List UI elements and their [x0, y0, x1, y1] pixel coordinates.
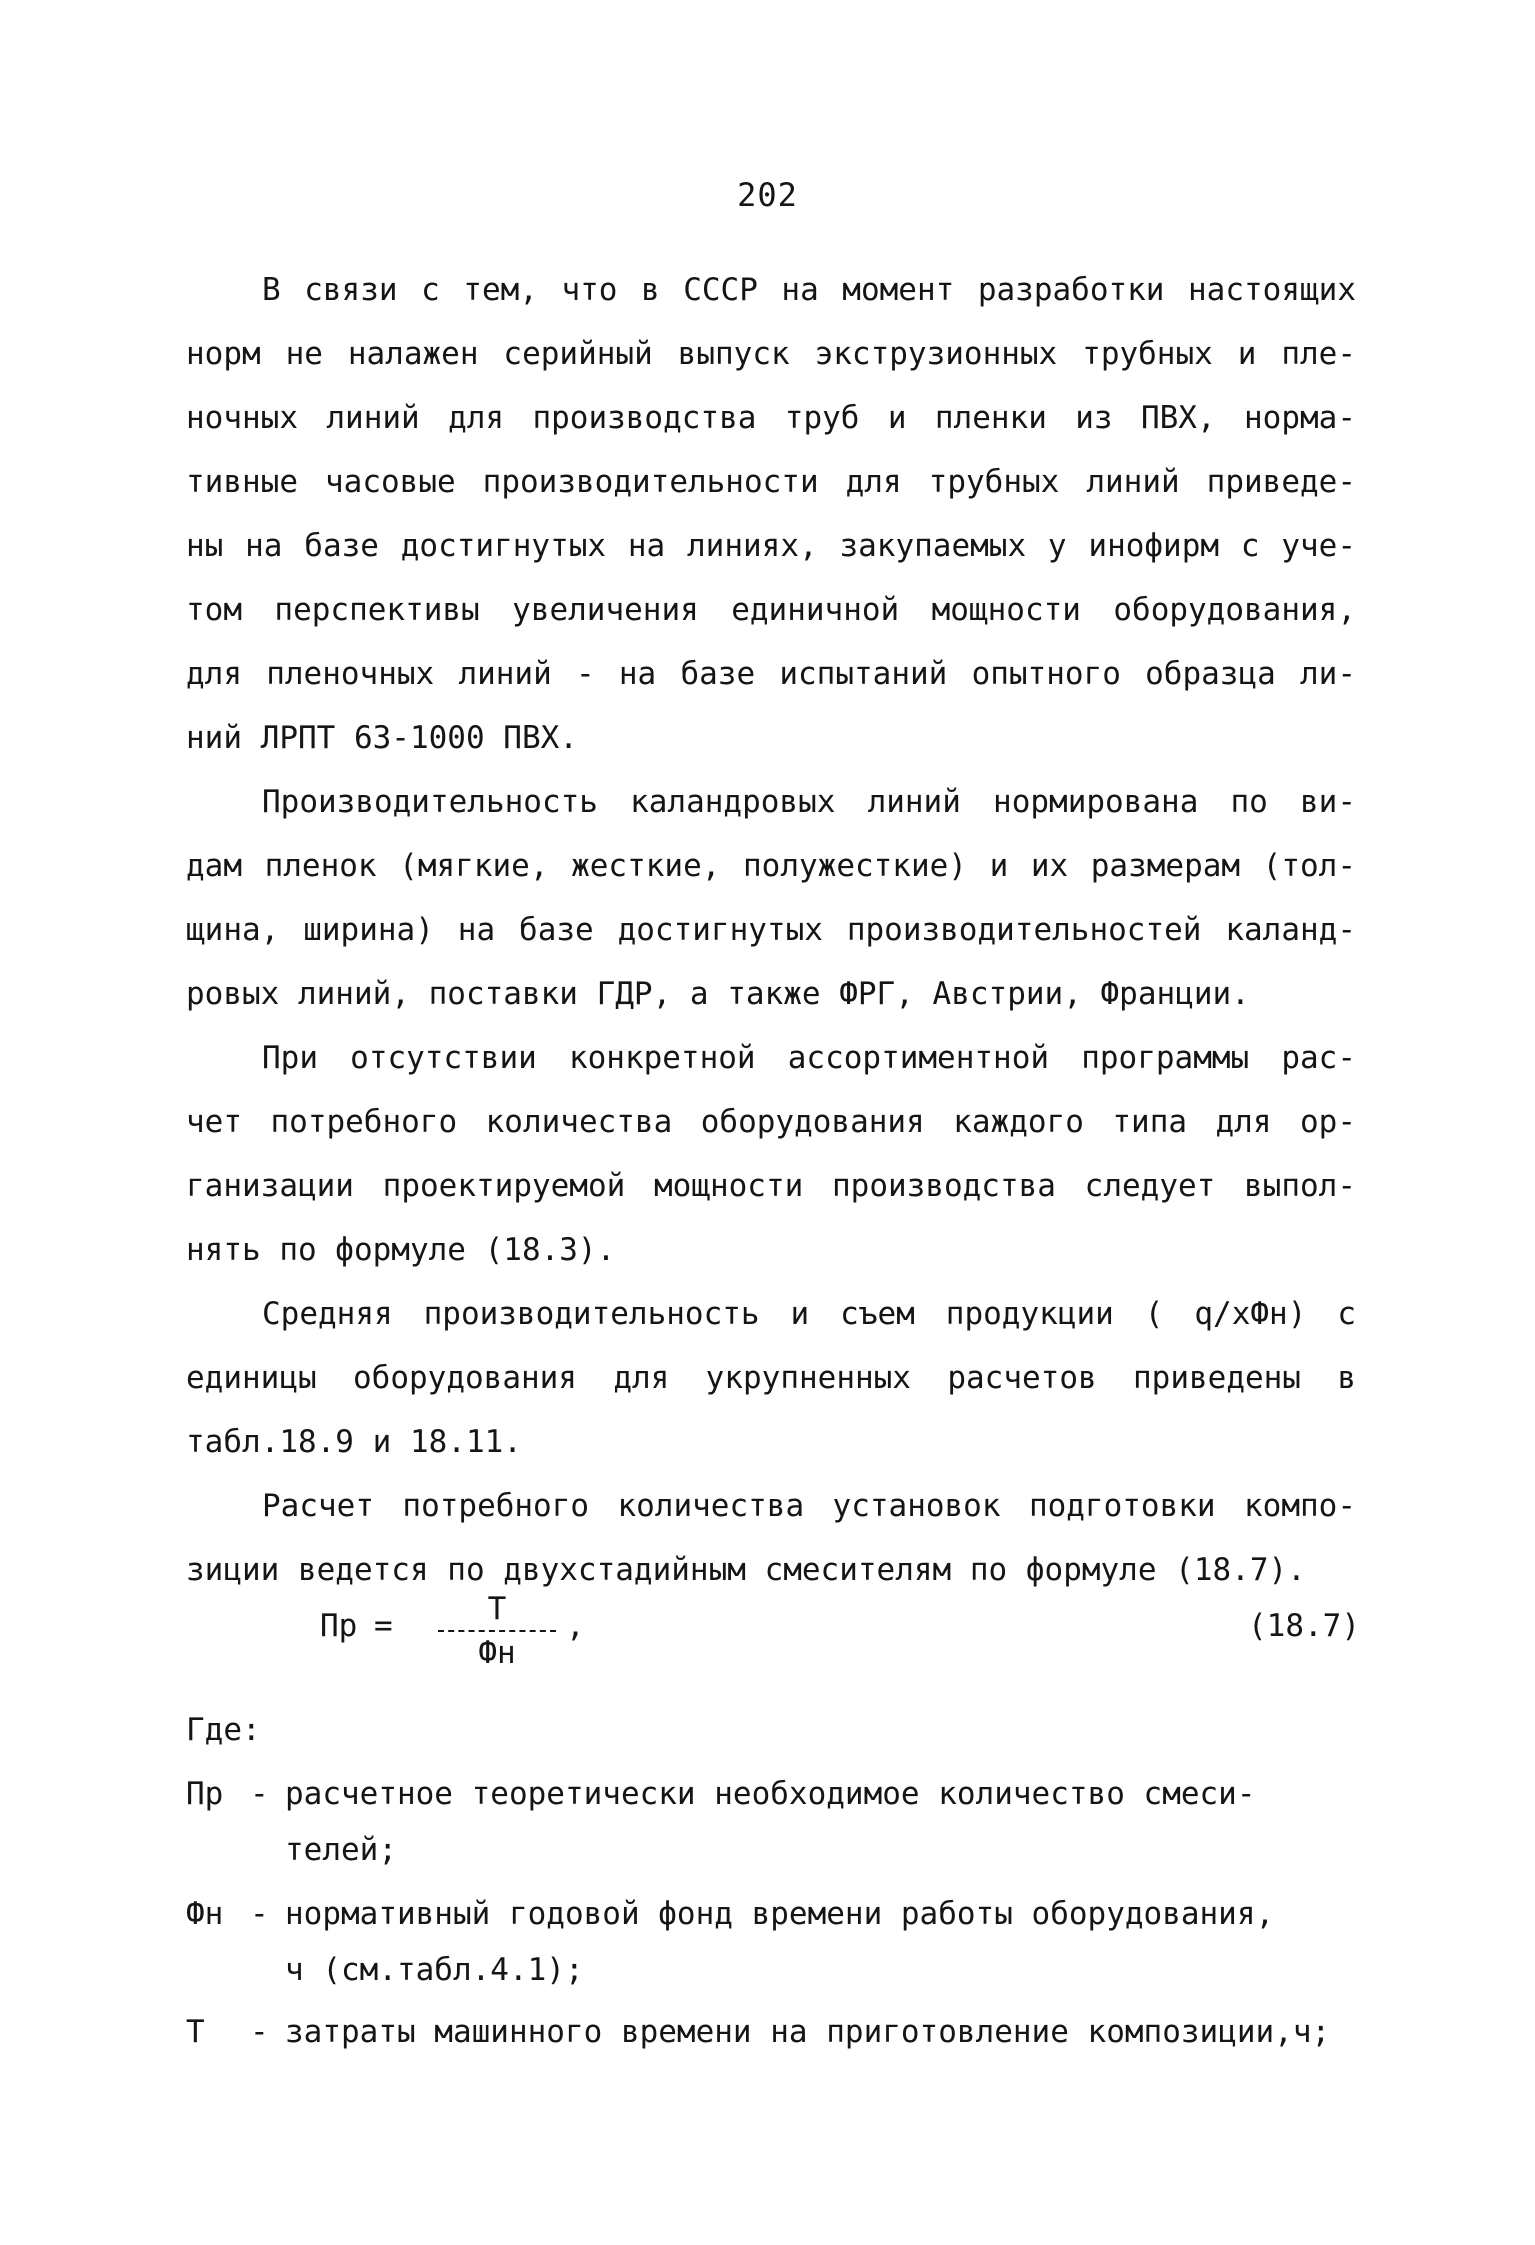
- paragraph-1-line: ночных линий для производства труб и пленки из ПВХ, норма-: [186, 400, 1356, 436]
- definition-dash: -: [250, 1776, 269, 1812]
- paragraph-1-line: тивные часовые производительности для трубных линий приведе-: [186, 464, 1356, 500]
- paragraph-1-line: том перспективы увеличения единичной мощности оборудования,: [186, 592, 1356, 628]
- paragraph-2-line: Производительность каландровых линий нормирована по ви-: [262, 784, 1356, 820]
- definition-text: ч (см.табл.4.1);: [285, 1952, 584, 1988]
- paragraph-1-line: для пленочных линий - на базе испытаний опытного образца ли-: [186, 656, 1356, 692]
- definition-text: нормативный годовой фонд времени работы оборудования,: [285, 1896, 1275, 1932]
- page-number: 202: [737, 176, 798, 214]
- formula-fraction: [432, 1590, 562, 1672]
- paragraph-1-line: ны на базе достигнутых на линиях, закупаемых у инофирм с уче-: [186, 528, 1356, 564]
- paragraph-3-line: При отсутствии конкретной ассортиментной программы рас-: [262, 1040, 1356, 1076]
- formula-comma: ,: [566, 1608, 585, 1644]
- paragraph-3-line: ганизации проектируемой мощности производства следует выпол-: [186, 1168, 1356, 1204]
- paragraph-5-line: зиции ведется по двухстадийным смесителям по формуле (18.7).: [186, 1552, 1306, 1588]
- definition-dash: -: [250, 2014, 269, 2050]
- paragraph-3-line: нять по формуле (18.3).: [186, 1232, 616, 1268]
- fraction-bar: [438, 1630, 556, 1632]
- paragraph-4-line: Средняя производительность и съем продукции ( q/хФн) с: [262, 1296, 1356, 1332]
- formula-equals: =: [374, 1608, 393, 1644]
- formula-number: (18.7): [1248, 1608, 1360, 1644]
- paragraph-5-line: Расчет потребного количества установок подготовки компо-: [262, 1488, 1356, 1524]
- definition-text: затраты машинного времени на приготовление композиции,ч;: [285, 2014, 1331, 2050]
- formula-lhs: Пр: [320, 1608, 358, 1644]
- paragraph-4-line: табл.18.9 и 18.11.: [186, 1424, 522, 1460]
- formula-denominator: Фн: [478, 1635, 516, 1671]
- definition-term: Фн: [186, 1896, 224, 1932]
- where-label: Где:: [186, 1712, 261, 1748]
- definition-term: Пр: [186, 1776, 224, 1812]
- paragraph-2-line: щина, ширина) на базе достигнутых производительностей каланд-: [186, 912, 1356, 948]
- formula-18-7: [320, 1590, 1360, 1690]
- paragraph-4-line: единицы оборудования для укрупненных расчетов приведены в: [186, 1360, 1356, 1396]
- paragraph-1-line: ний ЛРПТ 63-1000 ПВХ.: [186, 720, 578, 756]
- paragraph-2-line: ровых линий, поставки ГДР, а также ФРГ, Австрии, Франции.: [186, 976, 1250, 1012]
- paragraph-2-line: дам пленок (мягкие, жесткие, полужесткие) и их размерам (тол-: [186, 848, 1356, 884]
- paragraph-3-line: чет потребного количества оборудования каждого типа для ор-: [186, 1104, 1356, 1140]
- definition-text: расчетное теоретически необходимое количество смеси-: [285, 1776, 1256, 1812]
- definition-term: Т: [186, 2014, 205, 2050]
- paragraph-1-line: норм не налажен серийный выпуск экструзионных трубных и пле-: [186, 336, 1356, 372]
- definition-text: телей;: [285, 1832, 397, 1868]
- formula-numerator: Т: [487, 1591, 507, 1627]
- paragraph-1-line: В связи с тем, что в СССР на момент разработки настоящих: [262, 272, 1356, 308]
- definition-dash: -: [250, 1896, 269, 1932]
